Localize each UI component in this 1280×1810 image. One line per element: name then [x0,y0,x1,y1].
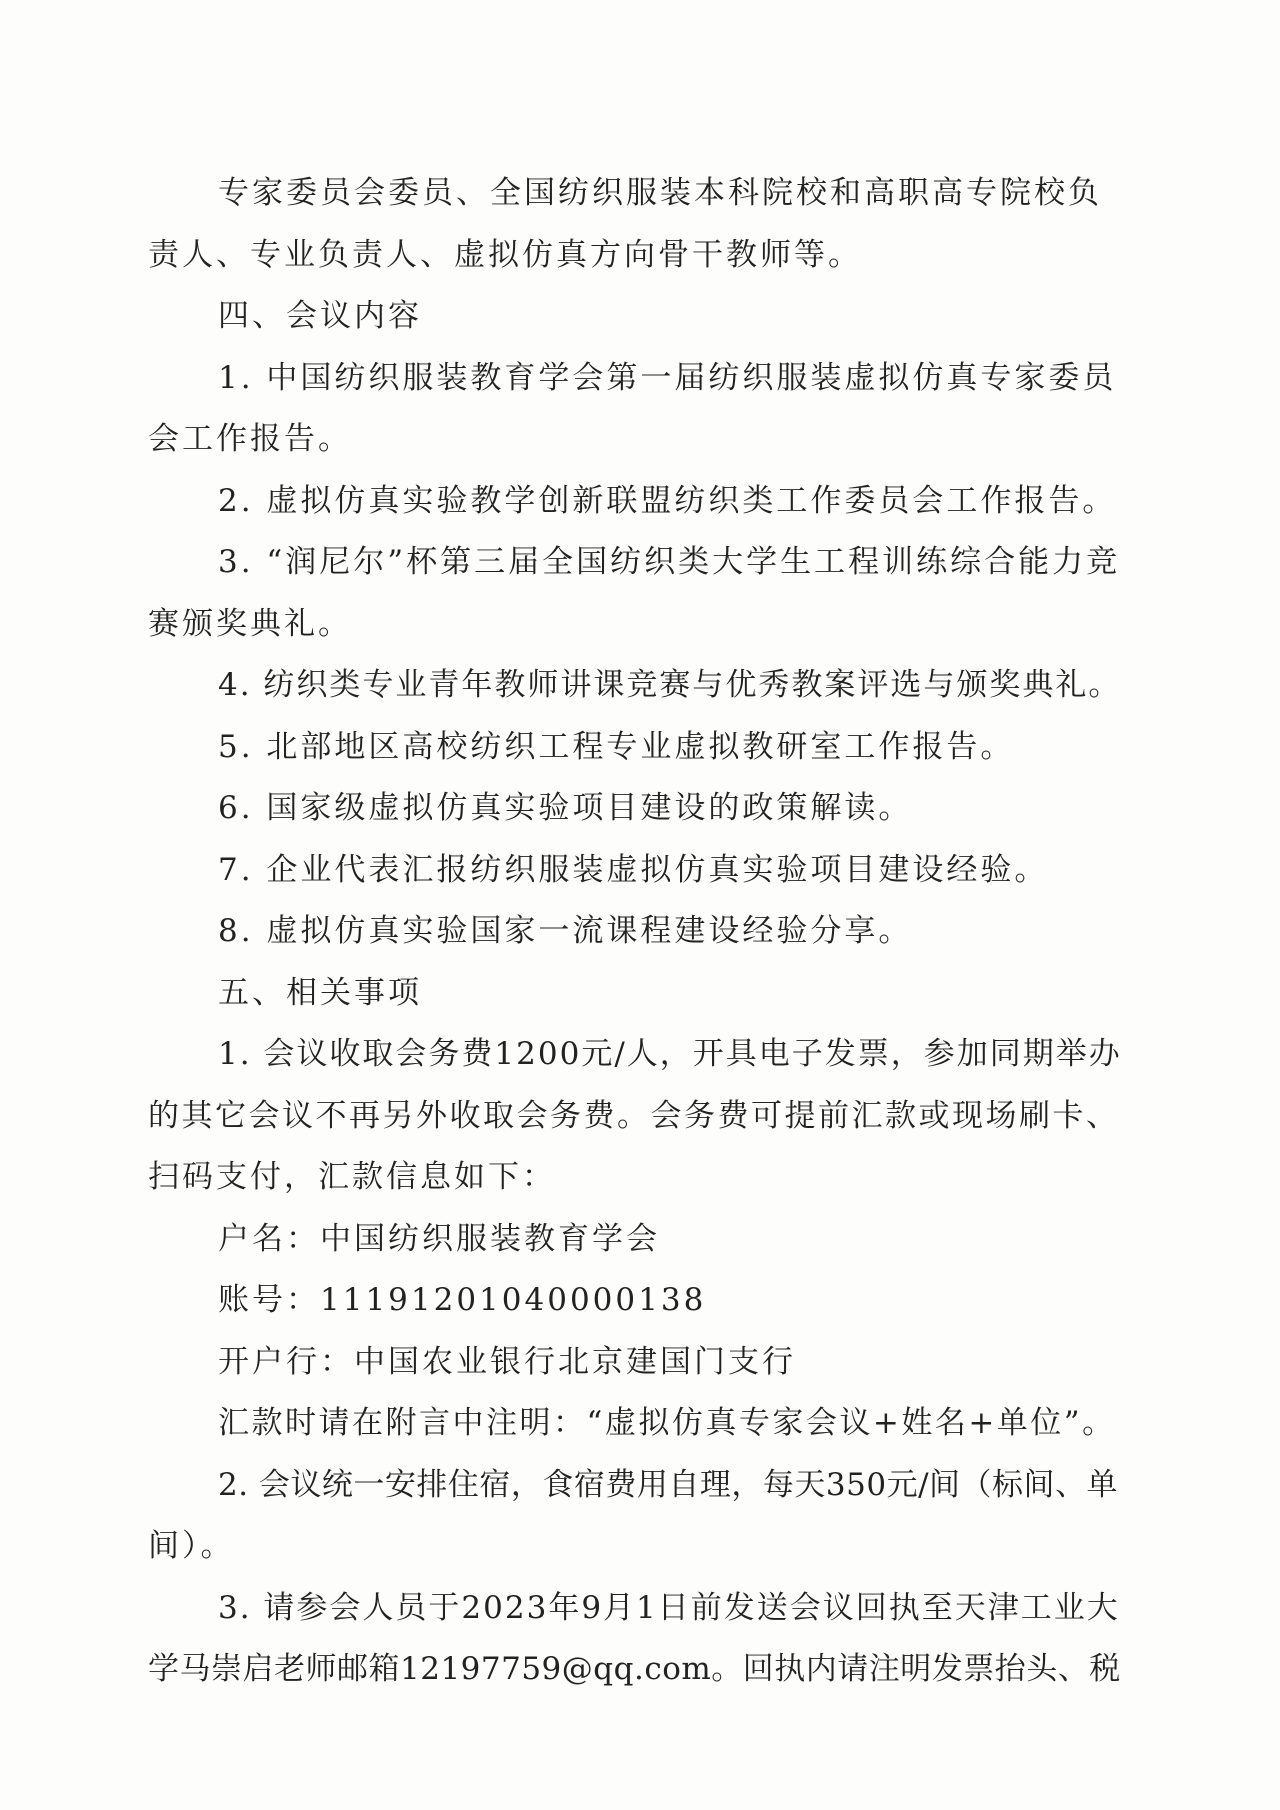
document-body [148,163,1123,1701]
text-line: 责人、专业负责人、虚拟仿真方向骨干教师等。 [148,236,862,273]
account-name: 户名：中国纺织服装教育学会 [218,1220,660,1257]
text-line: 2. 会议统一安排住宿，食宿费用自理，每天350元/间（标间、单 [218,1466,1119,1503]
text-line: 间）。 [148,1528,235,1564]
section-heading: 五、相关事项 [218,974,422,1011]
text-line: 1. 会议收取会务费1200元/人，开具电子发票，参加同期举办 [218,1036,1122,1072]
text-line: 会工作报告。 [148,421,352,457]
text-line: 汇款时请在附言中注明：“虚拟仿真专家会议+姓名+单位”。 [218,1405,1116,1441]
section-heading: 四、会议内容 [218,298,422,334]
text-line: 6. 国家级虚拟仿真实验项目建设的政策解读。 [218,790,913,826]
text-line: 4. 纺织类专业青年教师讲课竞赛与优秀教案评选与颁奖典礼。 [218,667,1122,703]
text-line: 3. “润尼尔”杯第三届全国纺织类大学生工程训练综合能力竞 [218,544,1121,580]
text-line: 2. 虚拟仿真实验教学创新联盟纺织类工作委员会工作报告。 [218,482,1117,519]
text-line: 3. 请参会人员于2023年9月1日前发送会议回执至天津工业大 [218,1589,1120,1626]
text-line: 学马崇启老师邮箱12197759@qq.com。回执内请注明发票抬头、税 [148,1651,1121,1687]
text-line: 1. 中国纺织服装教育学会第一届纺织服装虚拟仿真专家委员 [218,359,1117,396]
text-line: 5. 北部地区高校纺织工程专业虚拟教研室工作报告。 [218,728,1015,765]
text-line: 扫码支付，汇款信息如下： [148,1159,556,1195]
text-line: 专家委员会委员、全国纺织服装本科院校和高职高专院校负 [218,175,1102,211]
account-bank: 开户行：中国农业银行北京建国门支行 [218,1343,796,1380]
text-line: 8. 虚拟仿真实验国家一流课程建设经验分享。 [218,913,913,949]
text-line: 赛颁奖典礼。 [148,605,352,642]
account-number: 账号：11191201040000138 [218,1282,707,1318]
text-line: 的其它会议不再另外收取会务费。会务费可提前汇款或现场刷卡、 [148,1097,1120,1134]
text-line: 7. 企业代表汇报纺织服装虚拟仿真实验项目建设经验。 [218,851,1049,888]
